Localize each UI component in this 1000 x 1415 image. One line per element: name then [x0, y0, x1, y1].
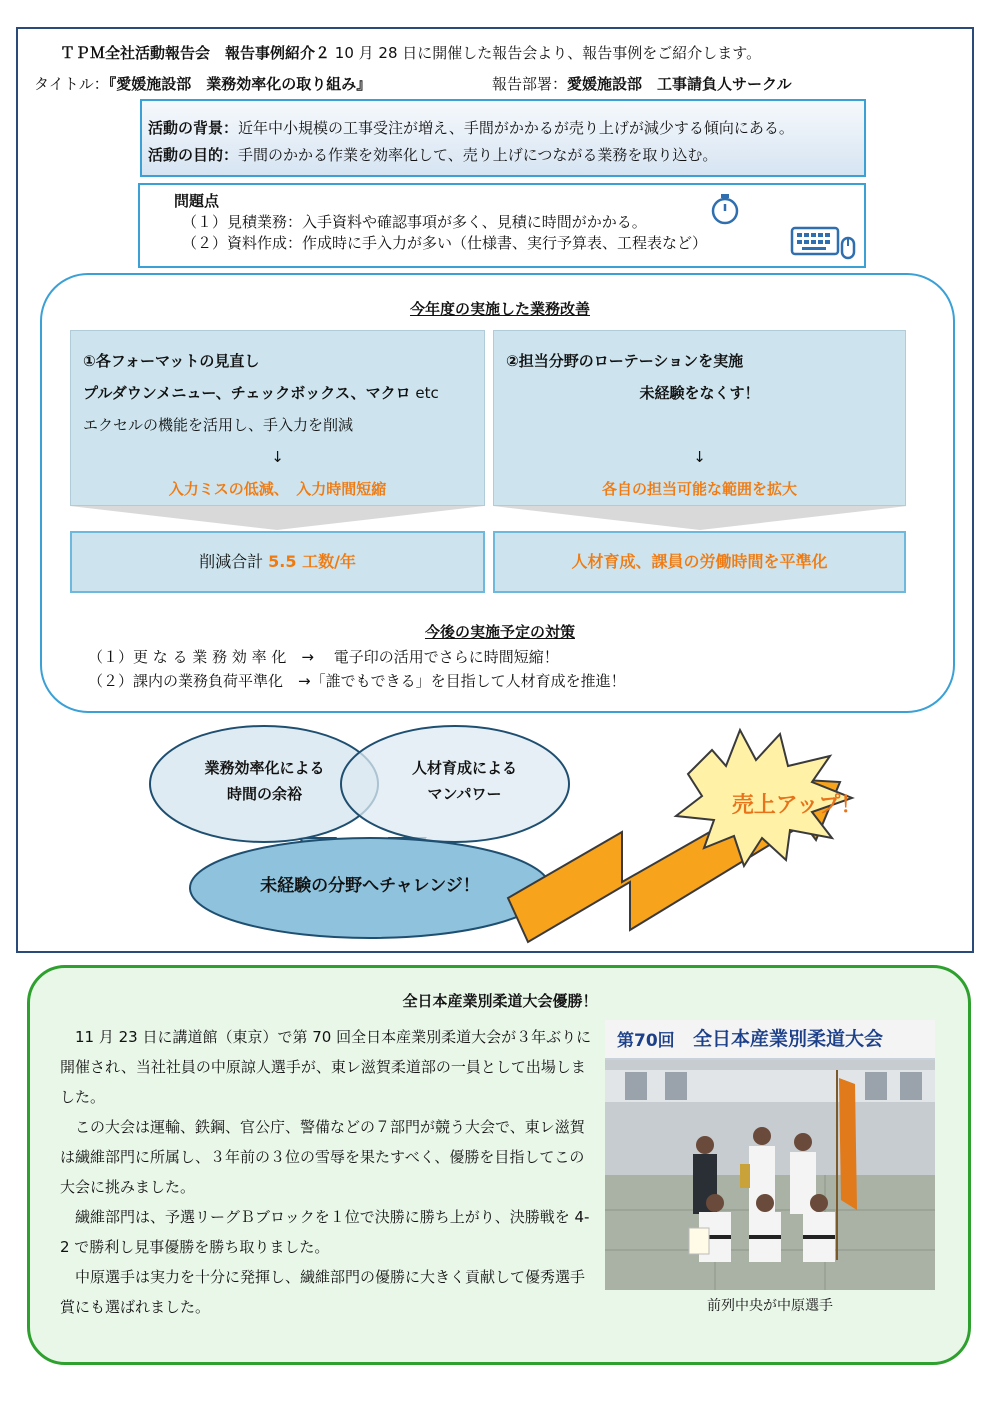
report-title-value: 『愛媛施設部 業務効率化の取り組み』 [108, 75, 372, 93]
judo-paragraph: 繊維部門は、予選リーグＢブロックを１位で決勝に勝ち上がり、決勝戦を 4-2 で勝利し見事優勝を勝ち取りました。 [60, 1208, 590, 1256]
format-review-title: ①各フォーマットの見直し [83, 352, 260, 370]
rotation-title: ②担当分野のローテーションを実施 [506, 352, 744, 370]
down-arrow: ↓ [271, 448, 284, 466]
future-list [88, 645, 626, 693]
sales-up-text: 売上アップ！ [731, 793, 863, 818]
future-item: （２）課内の業務負荷平準化 →「誰でもできる」を目指して人材育成を推進！ [88, 672, 626, 690]
report-header-title: ＴＰＭ全社活動報告会 報告事例紹介２ [60, 44, 331, 62]
challenge-text: 未経験の分野へチャレンジ！ [260, 876, 480, 896]
problem-item: （１）見積業務：入手資料や確認事項が多く、見積に時間がかかる。 [182, 213, 647, 231]
improvements-heading: 今年度の実施した業務改善 [409, 300, 590, 318]
manpower-bubble-text [372, 755, 557, 807]
keyboard-mouse-icon [790, 224, 858, 262]
judo-title: 全日本産業別柔道大会優勝！ [402, 992, 598, 1010]
report-department-value: 愛媛施設部 工事請負人サークル [567, 75, 792, 93]
time-bubble-line: 時間の余裕 [226, 785, 302, 803]
problem-item: （２）資料作成：作成時に手入力が多い（仕様書、実行予算表、工程表など） [182, 234, 708, 252]
background-line [148, 115, 864, 142]
format-tools-line [83, 377, 484, 409]
report-department-label: 報告部署： [492, 75, 568, 93]
rotation-sub: 未経験をなくす！ [639, 384, 760, 402]
rotation-effect: 各自の担当可能な範囲を拡大 [601, 480, 797, 498]
format-tools-normal: etc [410, 384, 439, 402]
future-heading: 今後の実施予定の対策 [424, 623, 575, 641]
time-bubble-line: 業務効率化による [204, 759, 325, 777]
photo-caption: 前列中央が中原選手 [707, 1298, 833, 1314]
judo-paragraph: この大会は運輸、鉄鋼、官公庁、警備などの７部門が競う大会で、東レ滋賀は繊維部門に所属し、３年前の３位の雪辱を果たすべく、優勝を目指してこの大会に挑みました。 [60, 1118, 585, 1196]
format-tools-bold: プルダウンメニュー、チェックボックス、マクロ [83, 384, 411, 402]
format-review-box [70, 330, 485, 506]
report-header-intro: 10 月 28 日に開催した報告会より、報告事例をご紹介します。 [334, 44, 762, 62]
chevron-down-shape [493, 506, 907, 530]
format-review-effect: 入力ミスの低減、 入力時間短縮 [168, 480, 387, 498]
chevron-down-shape [70, 506, 484, 530]
banner-number: 第70回 [617, 1031, 675, 1051]
purpose-line [148, 142, 864, 169]
purpose-text: 手間のかかる作業を効率化して、売り上げにつながる業務を取り込む。 [238, 146, 718, 164]
reduction-result [70, 531, 485, 593]
time-bubble-text [172, 755, 357, 807]
background-label: 活動の背景： [148, 119, 239, 137]
manpower-bubble-line: 人材育成による [411, 759, 517, 777]
judo-team-photo [605, 1020, 935, 1290]
judo-paragraph: 中原選手は実力を十分に発揮し、繊維部門の優勝に大きく貢献して優秀選手賞にも選ばれました。 [60, 1268, 586, 1316]
hr-result [493, 531, 906, 593]
problems-heading: 問題点 [174, 192, 220, 210]
reduction-value: 5.5 工数/年 [268, 552, 356, 571]
report-department [492, 73, 792, 94]
judo-paragraph: 11 月 23 日に講道館（東京）で第 70 回全日本産業別柔道大会が３年ぶりに開催され、当社社員の中原諒人選手が、東レ滋賀柔道部の一員として出場しました。 [60, 1028, 592, 1106]
manpower-bubble-line: マンパワー [427, 785, 502, 803]
reduction-label: 削減合計 [199, 552, 264, 571]
future-item: （１）更 な る 業 務 効 率 化 → 電子印の活用でさらに時間短縮！ [88, 648, 559, 666]
background-text: 近年中小規模の工事受注が増え、手間がかかるが売り上げが減少する傾向にある。 [238, 119, 794, 137]
banner-text: 全日本産業別柔道大会 [693, 1028, 884, 1050]
stopwatch-icon [708, 192, 742, 226]
purpose-label: 活動の目的： [148, 146, 239, 164]
background-purpose-box [140, 99, 866, 177]
rotation-box [493, 330, 906, 506]
report-header [60, 42, 761, 63]
problems-box [138, 183, 866, 268]
down-arrow: ↓ [693, 448, 706, 466]
team-photo-scene [605, 1060, 935, 1290]
hr-result-text: 人材育成、課員の労働時間を平準化 [571, 552, 828, 571]
format-review-desc: エクセルの機能を活用し、手入力を削減 [83, 416, 354, 434]
judo-article [60, 1022, 592, 1322]
report-title-label: タイトル： [34, 75, 109, 93]
report-title [34, 73, 371, 94]
